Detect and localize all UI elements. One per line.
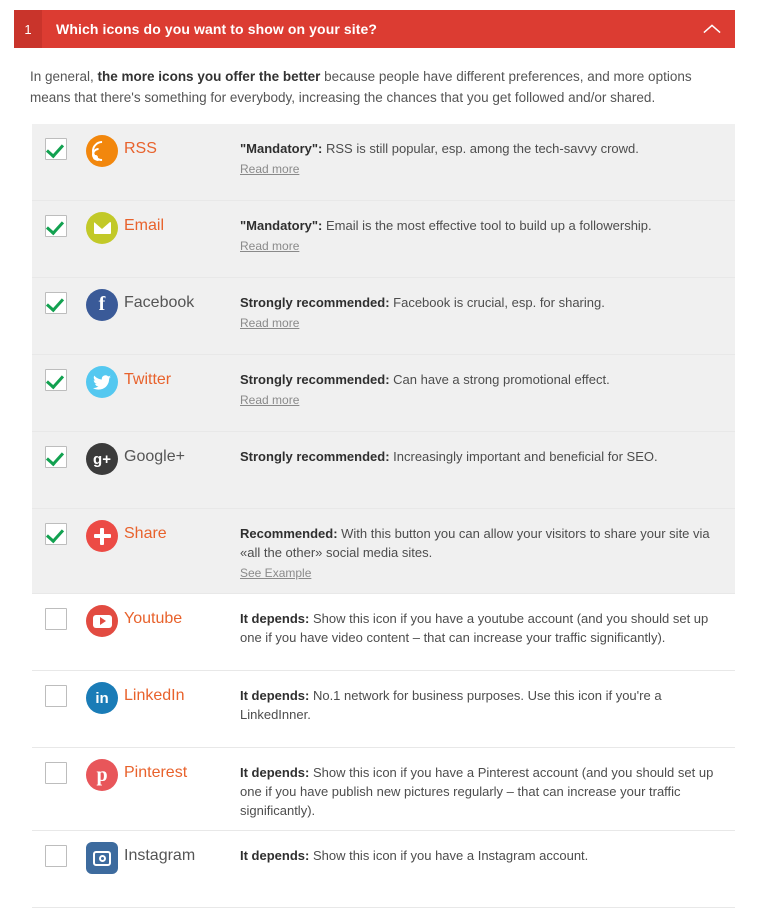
desc-text: Show this icon if you have a Pinterest account (and you should set up one if you have publish new pictures regularly – that can increase your traffic significantly). [240,765,714,818]
list-item[interactable] [32,201,735,278]
checkbox-cell-pinterest[interactable] [32,758,80,784]
desc-text: Show this icon if you have a youtube account (and you should set up one if you have video content – that can increase your traffic significantly). [240,611,709,645]
desc-prefix: Recommended: [240,526,338,541]
desc-text: Increasingly important and beneficial for SEO. [389,449,658,464]
checkbox-twitter[interactable] [45,369,67,391]
read-more-link[interactable]: Read more [240,316,300,330]
icon-cell-email [80,211,124,244]
list-item[interactable] [32,278,735,355]
option-description-googleplus [240,442,735,466]
google-plus-icon: g+ [86,443,118,475]
checkbox-email[interactable] [45,215,67,237]
rss-icon [86,135,118,167]
intro-text-1: In general, [30,69,98,84]
checkbox-cell-twitter[interactable] [32,365,80,391]
linkedin-icon: in [86,682,118,714]
facebook-icon: f [86,289,118,321]
option-description-rss [240,134,735,179]
icon-cell-twitter [80,365,124,398]
icon-cell-pinterest [80,758,124,791]
option-label-facebook: Facebook [124,294,195,311]
email-icon [86,212,118,244]
desc-prefix: It depends: [240,765,310,780]
see-example-link[interactable]: See Example [240,566,312,580]
list-item[interactable] [32,432,735,509]
option-description-linkedin [240,681,735,724]
read-more-link[interactable]: Read more [240,239,300,253]
intro-paragraph [30,66,697,108]
option-description-facebook [240,288,735,333]
checkbox-cell-share[interactable] [32,519,80,545]
icon-cell-facebook [80,288,124,321]
list-item[interactable] [32,831,735,908]
read-more-link[interactable]: Read more [240,162,300,176]
collapse-toggle[interactable] [689,10,735,48]
list-item[interactable] [32,509,735,594]
share-icon [86,520,118,552]
icon-cell-googleplus [80,442,124,475]
desc-prefix: Strongly recommended: [240,449,390,464]
instagram-icon [86,842,118,874]
checkbox-youtube[interactable] [45,608,67,630]
icon-cell-share [80,519,124,552]
desc-prefix: "Mandatory": [240,218,323,233]
desc-prefix: It depends: [240,848,310,863]
desc-text: RSS is still popular, esp. among the tech-savvy crowd. [322,141,639,156]
desc-text: No.1 network for business purposes. Use this icon if you're a LinkedInner. [240,688,662,722]
option-description-twitter [240,365,735,410]
desc-text: With this button you can allow your visitors to share your site via «all the other» social media sites. [240,526,710,560]
checkbox-rss[interactable] [45,138,67,160]
option-label-youtube: Youtube [124,610,183,627]
checkbox-cell-instagram[interactable] [32,841,80,867]
option-label-googleplus: Google+ [124,448,185,465]
option-description-email [240,211,735,256]
page-root [0,10,757,908]
checkbox-facebook[interactable] [45,292,67,314]
checkbox-cell-googleplus[interactable] [32,442,80,468]
option-label-rss: RSS [124,140,157,157]
intro-text-2: because people have different preferences, and more options means that there's something for everybody, increasing the chances that you get followed and/or shared. [30,69,692,105]
icon-cell-rss [80,134,124,167]
option-label-twitter: Twitter [124,371,172,388]
option-label-pinterest: Pinterest [124,764,188,781]
list-item[interactable] [32,124,735,201]
list-item[interactable] [32,748,735,831]
icon-cell-linkedin [80,681,124,714]
checkbox-share[interactable] [45,523,67,545]
checkbox-googleplus[interactable] [45,446,67,468]
page-title: Which icons do you want to show on your site? [56,21,378,37]
checkbox-pinterest[interactable] [45,762,67,784]
checkbox-cell-rss[interactable] [32,134,80,160]
icon-options-list [32,124,735,908]
list-item[interactable] [32,671,735,748]
icon-cell-youtube [80,604,124,637]
pinterest-icon: p [86,759,118,791]
intro-text-bold: the more icons you offer the better [97,69,321,84]
chevron-up-icon [703,24,721,34]
step-number: 1 [14,10,42,48]
checkbox-linkedin[interactable] [45,685,67,707]
desc-text: Facebook is crucial, esp. for sharing. [389,295,605,310]
checkbox-cell-facebook[interactable] [32,288,80,314]
desc-prefix: Strongly recommended: [240,295,390,310]
option-label-email: Email [124,217,165,234]
checkbox-cell-email[interactable] [32,211,80,237]
option-description-youtube [240,604,735,647]
option-description-pinterest [240,758,735,820]
panel-header [14,10,735,48]
option-label-linkedin: LinkedIn [124,687,185,704]
option-label-share: Share [124,525,167,542]
icon-cell-instagram [80,841,124,874]
checkbox-instagram[interactable] [45,845,67,867]
list-item[interactable] [32,594,735,671]
option-description-share [240,519,735,583]
desc-prefix: It depends: [240,611,310,626]
option-label-instagram: Instagram [124,847,196,864]
desc-text: Can have a strong promotional effect. [389,372,610,387]
desc-text: Email is the most effective tool to build up a followership. [322,218,652,233]
option-description-instagram [240,841,735,865]
twitter-icon [86,366,118,398]
desc-prefix: Strongly recommended: [240,372,390,387]
youtube-icon [86,605,118,637]
desc-prefix: "Mandatory": [240,141,323,156]
checkbox-cell-linkedin[interactable] [32,681,80,707]
read-more-link[interactable]: Read more [240,393,300,407]
checkbox-cell-youtube[interactable] [32,604,80,630]
desc-text: Show this icon if you have a Instagram account. [309,848,589,863]
list-item[interactable] [32,355,735,432]
desc-prefix: It depends: [240,688,310,703]
